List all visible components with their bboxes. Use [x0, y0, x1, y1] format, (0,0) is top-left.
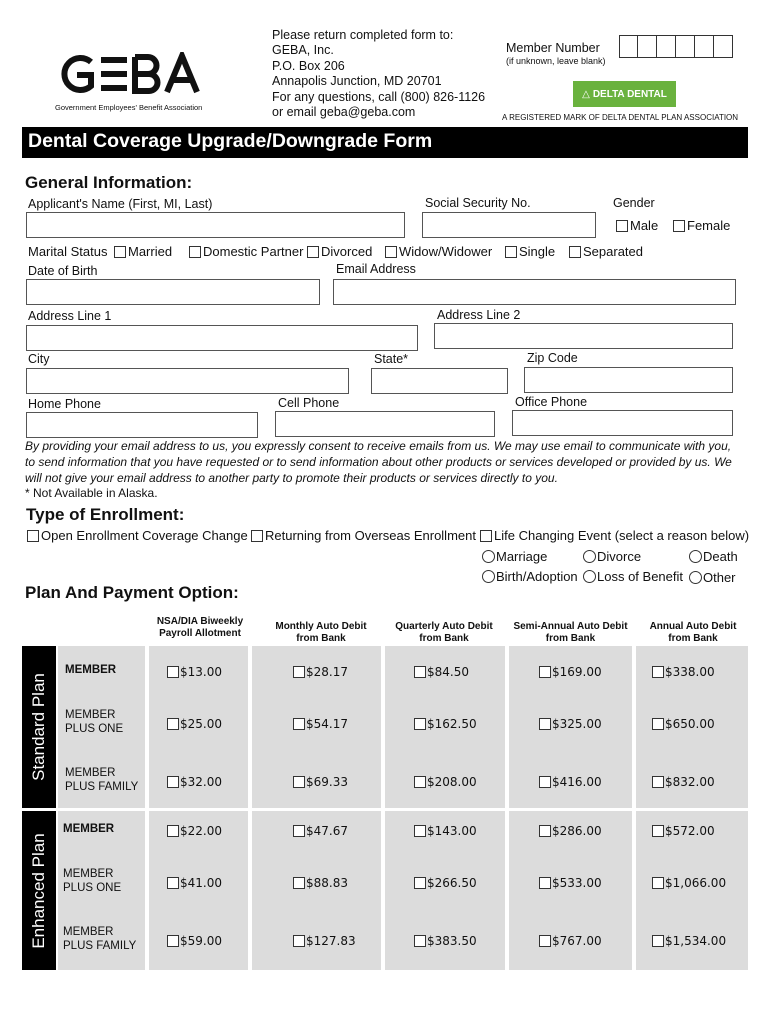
female-label: Female [687, 218, 731, 233]
enhanced-plus-one-label: MEMBER PLUS ONE [63, 868, 122, 894]
price-checkbox[interactable] [414, 776, 426, 788]
price-value: $25.00 [180, 717, 222, 731]
price-option[interactable] [539, 824, 602, 838]
price-value: $325.00 [552, 717, 602, 731]
price-option[interactable] [539, 934, 602, 948]
marital-married-option[interactable] [114, 244, 172, 259]
price-value: $47.67 [306, 824, 348, 838]
domestic-partner-label: Domestic Partner [203, 244, 304, 259]
price-checkbox[interactable] [293, 718, 305, 730]
death-label: Death [703, 549, 738, 564]
birth-label: Birth/Adoption [496, 569, 578, 584]
price-option[interactable] [293, 665, 348, 679]
plan-heading: Plan And Payment Option: [25, 583, 239, 602]
price-checkbox[interactable] [539, 825, 551, 837]
applicant-name-field[interactable] [26, 212, 405, 238]
column-header-monthly: Monthly Auto Debit from Bank [275, 621, 367, 644]
price-checkbox[interactable] [293, 666, 305, 678]
state-field[interactable] [371, 368, 508, 394]
price-checkbox[interactable] [414, 666, 426, 678]
dob-label: Date of Birth [28, 264, 98, 278]
price-value: $1,066.00 [665, 876, 727, 890]
overseas-label: Returning from Overseas Enrollment [265, 528, 476, 543]
price-option[interactable] [293, 824, 348, 838]
divorce-label: Divorce [597, 549, 642, 564]
price-option[interactable] [167, 717, 222, 731]
return-address-block [272, 28, 485, 120]
city-label: City [28, 352, 50, 366]
price-value: $143.00 [427, 824, 477, 838]
price-value: $59.00 [180, 934, 222, 948]
price-checkbox[interactable] [652, 666, 664, 678]
single-checkbox[interactable] [505, 246, 517, 258]
price-value: $169.00 [552, 665, 602, 679]
price-checkbox[interactable] [167, 825, 179, 837]
cell-phone-label: Cell Phone [278, 396, 340, 410]
price-checkbox[interactable] [414, 718, 426, 730]
column-header-biweekly: NSA/DIA Biweekly Payroll Allotment [156, 616, 244, 639]
logo-tagline: Government Employees' Benefit Association [55, 103, 203, 112]
price-checkbox[interactable] [539, 877, 551, 889]
price-checkbox[interactable] [414, 935, 426, 947]
price-value: $88.83 [306, 876, 348, 890]
price-value: $416.00 [552, 775, 602, 789]
price-checkbox[interactable] [167, 776, 179, 788]
divorced-checkbox[interactable] [307, 246, 319, 258]
divorced-label: Divorced [321, 244, 373, 259]
standard-plus-one-label: MEMBER PLUS ONE [65, 709, 124, 735]
price-option[interactable] [539, 717, 602, 731]
email-label: Email Address [336, 262, 416, 276]
price-checkbox[interactable] [167, 666, 179, 678]
price-value: $1,534.00 [665, 934, 727, 948]
price-value: $266.50 [427, 876, 477, 890]
price-value: $650.00 [665, 717, 715, 731]
price-option[interactable] [652, 934, 726, 948]
life-event-option[interactable] [480, 528, 749, 543]
price-option[interactable] [293, 934, 356, 948]
applicant-name-label: Applicant's Name (First, MI, Last) [28, 197, 213, 211]
return-line: Please return completed form to: [272, 28, 454, 42]
price-option[interactable] [414, 824, 477, 838]
price-value: $28.17 [306, 665, 348, 679]
price-value: $338.00 [665, 665, 715, 679]
price-value: $767.00 [552, 934, 602, 948]
price-value: $383.50 [427, 934, 477, 948]
reason-other-option[interactable] [689, 570, 736, 585]
member-number-field[interactable] [619, 35, 733, 58]
gender-female-option[interactable] [673, 218, 730, 233]
price-checkbox[interactable] [539, 718, 551, 730]
marriage-radio[interactable] [482, 550, 495, 563]
price-value: $32.00 [180, 775, 222, 789]
married-checkbox[interactable] [114, 246, 126, 258]
price-checkbox[interactable] [652, 776, 664, 788]
price-option[interactable] [652, 665, 715, 679]
open-enrollment-label: Open Enrollment Coverage Change [41, 528, 248, 543]
price-option[interactable] [414, 934, 477, 948]
price-checkbox[interactable] [414, 877, 426, 889]
price-checkbox[interactable] [539, 666, 551, 678]
price-checkbox[interactable] [652, 877, 664, 889]
price-checkbox[interactable] [293, 935, 305, 947]
open-enrollment-option[interactable] [27, 528, 248, 543]
reason-marriage-option[interactable] [482, 549, 547, 564]
price-option[interactable] [167, 775, 222, 789]
reason-loss-option[interactable] [583, 569, 683, 584]
office-phone-label: Office Phone [515, 395, 588, 409]
price-checkbox[interactable] [167, 877, 179, 889]
price-option[interactable] [414, 665, 469, 679]
price-option[interactable] [539, 876, 602, 890]
ssn-field[interactable] [422, 212, 596, 238]
form-title-bar [22, 127, 748, 158]
marital-divorced-option[interactable] [307, 244, 372, 259]
price-value: $69.33 [306, 775, 348, 789]
marital-domestic-partner-option[interactable] [189, 244, 303, 259]
price-option[interactable] [167, 824, 222, 838]
price-option[interactable] [539, 665, 602, 679]
price-option[interactable] [414, 717, 477, 731]
standard-plan-label: Standard Plan [29, 673, 48, 781]
address2-label: Address Line 2 [437, 308, 521, 322]
price-checkbox[interactable] [293, 776, 305, 788]
price-option[interactable] [293, 876, 348, 890]
address2-field[interactable] [434, 323, 733, 349]
home-phone-field[interactable] [26, 412, 258, 438]
enhanced-member-label: MEMBER [63, 823, 115, 835]
price-value: $162.50 [427, 717, 477, 731]
enrollment-heading: Type of Enrollment: [26, 505, 185, 524]
price-value: $572.00 [665, 824, 715, 838]
price-option[interactable] [293, 717, 348, 731]
loss-label: Loss of Benefit [597, 569, 683, 584]
price-option[interactable] [167, 934, 222, 948]
standard-plan-bar [22, 646, 56, 808]
price-checkbox[interactable] [293, 825, 305, 837]
price-checkbox[interactable] [652, 825, 664, 837]
widow-label: Widow/Widower [399, 244, 493, 259]
open-enrollment-checkbox[interactable] [27, 530, 39, 542]
geba-logo [55, 52, 205, 112]
price-option[interactable] [652, 775, 715, 789]
geba-logo-mark [55, 52, 205, 96]
delta-badge-text: DELTA DENTAL [592, 88, 667, 100]
price-value: $84.50 [427, 665, 469, 679]
reason-death-option[interactable] [689, 549, 738, 564]
return-line: For any questions, call (800) 826-1126 [272, 89, 486, 104]
standard-plus-family-label: MEMBER PLUS FAMILY [65, 767, 139, 793]
zip-label: Zip Code [527, 351, 578, 365]
city-field[interactable] [26, 368, 349, 394]
zip-field[interactable] [524, 367, 733, 393]
price-value: $286.00 [552, 824, 602, 838]
delta-triangle-icon: △ [582, 88, 590, 100]
price-checkbox[interactable] [293, 877, 305, 889]
return-line: Annapolis Junction, MD 20701 [272, 74, 442, 89]
divorce-radio[interactable] [583, 550, 596, 563]
member-number-hint: (if unknown, leave blank) [506, 56, 606, 66]
male-checkbox[interactable] [616, 220, 628, 232]
price-checkbox[interactable] [652, 935, 664, 947]
email-consent-text: By providing your email address to us, you expressly consent to receive emails from us. We may use email to communicate with you, to send information that you have requested or to send information about other products or services developed or provided by us. We will not give your email address to another party to promote their products or services directly to you. [25, 439, 732, 485]
member-number-label: Member Number [506, 41, 600, 55]
female-checkbox[interactable] [673, 220, 685, 232]
dob-field[interactable] [26, 279, 320, 305]
marital-single-option[interactable] [505, 244, 555, 259]
price-value: $832.00 [665, 775, 715, 789]
marriage-label: Marriage [496, 549, 548, 564]
price-checkbox[interactable] [539, 935, 551, 947]
price-value: $22.00 [180, 824, 222, 838]
price-option[interactable] [167, 876, 222, 890]
price-value: $41.00 [180, 876, 222, 890]
column-header-semiannual: Semi-Annual Auto Debit from Bank [513, 621, 628, 644]
form-title: Dental Coverage Upgrade/Downgrade Form [28, 130, 433, 152]
state-label: State* [374, 352, 409, 366]
price-option[interactable] [652, 876, 726, 890]
price-option[interactable] [539, 775, 602, 789]
return-line: P.O. Box 206 [272, 58, 345, 73]
home-phone-label: Home Phone [28, 397, 101, 411]
standard-member-label: MEMBER [65, 664, 117, 676]
column-header-annual: Annual Auto Debit from Bank [649, 621, 737, 644]
price-option[interactable] [293, 775, 348, 789]
price-option[interactable] [167, 665, 222, 679]
marital-separated-option[interactable] [569, 244, 643, 259]
enhanced-plus-family-label: MEMBER PLUS FAMILY [63, 926, 137, 952]
marital-widow-option[interactable] [385, 244, 492, 259]
office-phone-field[interactable] [512, 410, 733, 436]
price-checkbox[interactable] [539, 776, 551, 788]
gender-label: Gender [613, 196, 655, 210]
price-checkbox[interactable] [167, 935, 179, 947]
single-label: Single [519, 244, 556, 259]
general-info-heading: General Information: [25, 173, 193, 192]
price-option[interactable] [652, 824, 715, 838]
price-value: $208.00 [427, 775, 477, 789]
other-radio[interactable] [689, 571, 702, 584]
reason-divorce-option[interactable] [583, 549, 641, 564]
delta-dental-badge [573, 81, 676, 107]
loss-radio[interactable] [583, 570, 596, 583]
price-value: $13.00 [180, 665, 222, 679]
reason-birth-option[interactable] [482, 569, 578, 584]
gender-male-option[interactable] [616, 218, 658, 233]
death-radio[interactable] [689, 550, 702, 563]
address1-field[interactable] [26, 325, 418, 351]
column-header-quarterly: Quarterly Auto Debit from Bank [395, 621, 493, 644]
separated-checkbox[interactable] [569, 246, 581, 258]
domestic-partner-checkbox[interactable] [189, 246, 201, 258]
enhanced-plan-label: Enhanced Plan [29, 832, 48, 949]
cell-phone-field[interactable] [275, 411, 495, 437]
marital-status-label: Marital Status [28, 244, 108, 259]
other-label: Other [703, 570, 736, 585]
birth-radio[interactable] [482, 570, 495, 583]
return-line: or email geba@geba.com [272, 105, 416, 120]
separated-label: Separated [583, 244, 643, 259]
registered-mark: A REGISTERED MARK OF DELTA DENTAL PLAN ASSOCIATION [502, 113, 739, 122]
price-option[interactable] [414, 775, 477, 789]
enhanced-plan-bar [22, 811, 56, 970]
email-field[interactable] [333, 279, 736, 305]
price-option[interactable] [414, 876, 477, 890]
price-value: $54.17 [306, 717, 348, 731]
price-checkbox[interactable] [167, 718, 179, 730]
address1-label: Address Line 1 [28, 309, 112, 323]
price-checkbox[interactable] [414, 825, 426, 837]
price-option[interactable] [652, 717, 715, 731]
return-line: GEBA, Inc. [272, 43, 334, 58]
overseas-option[interactable] [251, 528, 476, 543]
life-event-checkbox[interactable] [480, 530, 492, 542]
married-label: Married [128, 244, 173, 259]
ssn-label: Social Security No. [425, 196, 531, 210]
life-event-label: Life Changing Event (select a reason below) [494, 528, 750, 543]
overseas-checkbox[interactable] [251, 530, 263, 542]
widow-checkbox[interactable] [385, 246, 397, 258]
price-checkbox[interactable] [652, 718, 664, 730]
price-value: $127.83 [306, 934, 356, 948]
male-label: Male [630, 218, 659, 233]
price-value: $533.00 [552, 876, 602, 890]
alaska-footnote: * Not Available in Alaska. [25, 486, 158, 500]
